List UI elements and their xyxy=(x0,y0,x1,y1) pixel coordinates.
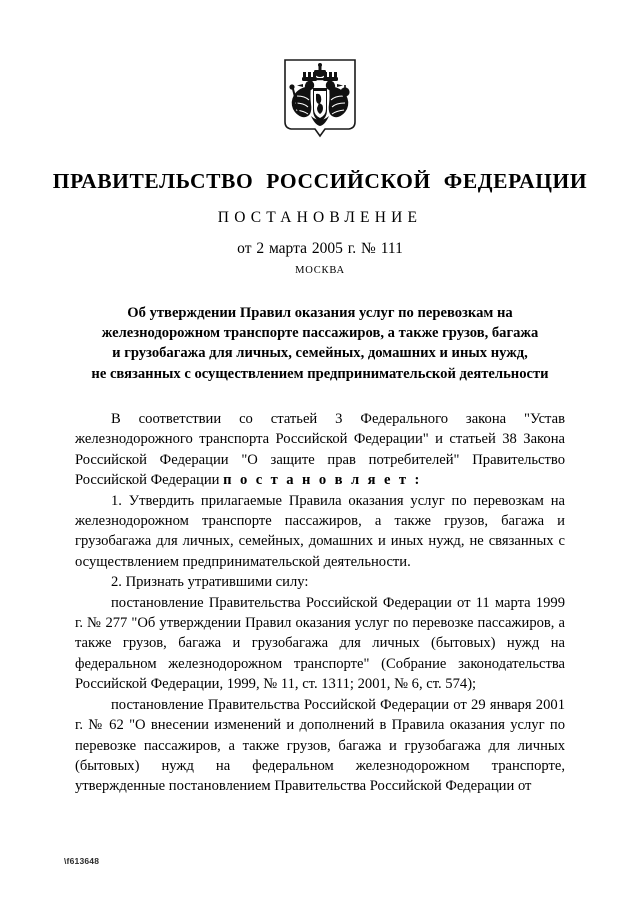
preamble-paragraph xyxy=(75,409,565,491)
subject-line: Об утверждении Правил оказания услуг по перевозкам на xyxy=(127,305,513,321)
document-subject-title xyxy=(70,303,570,384)
russian-coat-of-arms-icon xyxy=(281,58,359,154)
coat-of-arms-container xyxy=(0,58,640,154)
subject-line: и грузобагажа для личных, семейных, домашних и иных нужд, xyxy=(112,345,528,362)
document-type-heading: ПОСТАНОВЛЕНИЕ xyxy=(217,209,423,226)
subject-line: не связанных с осуществлением предпринимательской деятельности xyxy=(91,365,549,382)
repealed-act-paragraph-1: постановление Правительства Российской Федерации от 11 марта 1999 г. № 277 "Об утверждении Правил оказания услуг по перевозке пассажиров, а также грузов, багажа и грузобагажа для личных (бытовых) нужд на федеральном железнодорожном транспорте" (Собрание законодательства Российской Федерации, 1999, № 11, ст. 1311; 2001, № 6, ст. 574); xyxy=(75,594,565,693)
authority-heading: ПРАВИТЕЛЬСТВО РОССИЙСКОЙ ФЕДЕРАЦИИ xyxy=(52,169,588,193)
repealed-act-paragraph-2: постановление Правительства Российской Федерации от 29 января 2001 г. № 62 "О внесении изменений и дополнений в Правила оказания услуг по перевозке пассажиров, а также грузов, багажа и грузобагажа для личных (бытовых) нужд на федеральном железнодорожном транспорте, утвержденные постановлением Правительства Российской Федерации от xyxy=(75,696,565,795)
subject-line: железнодорожном транспорте пассажиров, а также грузов, багажа xyxy=(101,325,539,342)
clause-paragraph-2: 2. Признать утратившими силу: xyxy=(111,574,309,591)
resolves-keyword: п о с т а н о в л я е т : xyxy=(223,472,422,489)
footer-document-code: \f613648 xyxy=(64,856,100,866)
document-city: МОСКВА xyxy=(295,265,345,276)
preamble-text: В соответствии со статьей 3 Федерального закона "Устав железнодорожного транспорта Российской Федерации" и статьей 38 Закона Российской Федерации "О защите прав потребителей" Правительство Российской Федерации xyxy=(75,411,565,489)
clause-paragraph-1: 1. Утвердить прилагаемые Правила оказания услуг по перевозкам на железнодорожном транспорте пассажиров, а также грузов, багажа и грузобагажа для личных, семейных, домашних и иных нужд, не связанных с осуществлением предпринимательской деятельности. xyxy=(75,492,565,570)
document-body xyxy=(75,409,565,797)
document-date-number: от 2 марта 2005 г. № 111 xyxy=(237,240,403,257)
